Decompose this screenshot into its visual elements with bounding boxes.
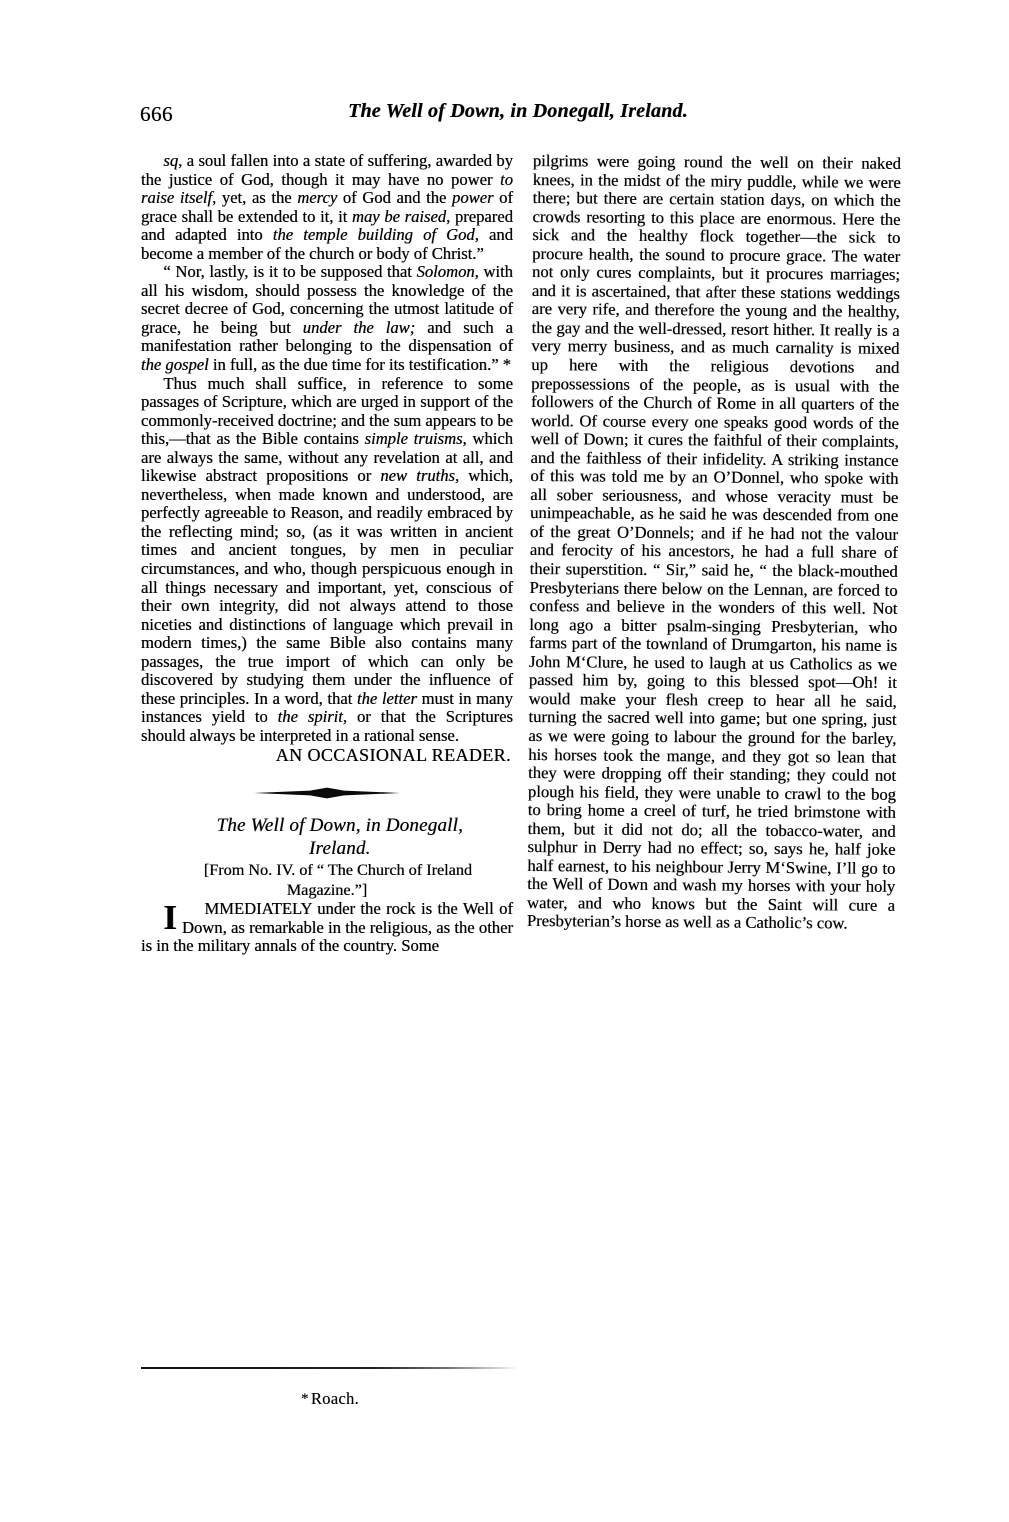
article-title	[141, 814, 513, 860]
left-column	[141, 152, 513, 956]
page-number: 666	[140, 102, 173, 126]
running-head	[140, 100, 896, 130]
footnote	[141, 1389, 519, 1409]
article-title-line-1: The Well of Down, in Donegall,	[216, 815, 464, 837]
footnote-rule	[141, 1367, 519, 1369]
paragraph: “ Nor, lastly, is it to be supposed that Solomon, with all his wisdom, should possess the knowledge of the secret decree of God, concerning the utmost latitude of grace, he being but under the law; and such a manifestation rather belonging to the dispensation of the gospel in full, as the due time for its testification.” *	[141, 262, 513, 375]
article-signature: AN OCCASIONAL READER.	[275, 744, 511, 765]
footnote-marker: *	[301, 1391, 309, 1407]
lozenge-divider-icon	[141, 778, 513, 808]
footnote-zone	[141, 1367, 519, 1409]
paragraph: Thus much shall suffice, in reference to some passages of Scripture, which are urged in support of the commonly-received doctrine; and the sum appears to be this,—that as the Bible contains simple truisms, which are always the same, without any revelation at all, and likewise abstract propositions or new truths, which, nevertheless, when made known and understood, are perfectly agreeable to Reason, and readily embraced by the reflecting mind; so, (as it was written in ancient times and ancient tongues, by men in peculiar circumstances, and who, though perspicuous enough in all things necessary and important, yet, conscious of their own integrity, did not always attend to those niceties and distinctions of language which prevail in modern times,) the same Bible also contains many passages, the true import of which can only be discovered by studying them under the influence of these principles. In a word, that the letter must in many instances yield to the spirit, or that the Scriptures should always be interpreted in a rational sense.	[141, 373, 514, 745]
source-note: [From No. IV. of “ The Church of Ireland Magazine.”]	[203, 861, 473, 900]
article-title-line-2: Ireland.	[309, 838, 371, 860]
footnote-text: Roach.	[310, 1389, 359, 1408]
paragraph: sq, a soul fallen into a state of suffering, awarded by the justice of God, though it may have no power to raise itself, yet, as the mercy of God and the power of grace shall be extended to it, it may be raised, prepared and adapted into the temple building of God, and become a member of the church or body of Christ.”	[141, 151, 513, 263]
right-column	[527, 152, 901, 934]
paragraph: pilgrims were going round the well on their naked knees, in the midst of the miry puddle, while we were there; but there are certain station days, on which the crowds resorting to this place are enormous. Here the sick and the healthy flock together—the sick to procure health, the sound to procure grace. The water not only cures complaints, but it procures marriages; and it is ascertained, that after these stations weddings are very rife, and therefore the young and the healthy, the gay and the well-dressed, resort hither. It really is a very merry business, and as much carnality is mixed up here with the religious devotions and prepossessions of the people, as is usual with the followers of the Church of Rome in all quarters of the world. Of course every one speaks good words of the well of Down; it cures the faithful of their complaints, and the faithless of their infidelity. A striking instance of this was told me by an O’Donnel, who spoke with all sober seriousness, and whose veracity must be unimpeachable, as he said he was descended from one of the great O’Donnels; and if he had not the valour and ferocity of his ancestors, he had a full share of their superstition. “ Sir,” said he, “ the black-mouthed Presbyterians there below on the Lennan, are forced to confess and believe in the wonders of this well. Not long ago a bitter psalm-singing Presbyterian, who farms part of the townland of Drumgarton, his name is John M‘Clure, he used to laugh at us Catholics as we passed him by, going to this blessed spot—Oh! it would make your flesh creep to hear all he said, turning the sacred well into game; but one spring, just as we were going to labour the ground for the barley, his horses took the mange, and they got so lean that they were dropping off their standing; they could not plough his field, they were unable to crawl to the bog to bring home a creel of turf, he tried brimstone with them, but it did not do; all the tobacco-water, and sulphur in Derry had no effect; so, says he, half joke half earnest, to his neighbour Jerry M‘Swine, I’ll go to the Well of Down and wash my horses with your holy water, and who knows but the Saint will cure a Presbyterian’s horse as well as a Catholic’s cow.	[526, 151, 901, 933]
dropcap-paragraph	[141, 900, 513, 956]
dropcap-paragraph-text: MMEDIATELY under the rock is the Well of Down, as remarkable in the religious, as the other is in the military annals of the country. Some	[141, 899, 513, 956]
drop-cap: I	[163, 898, 178, 938]
running-title: The Well of Down, in Donegall, Ireland.	[348, 100, 688, 122]
